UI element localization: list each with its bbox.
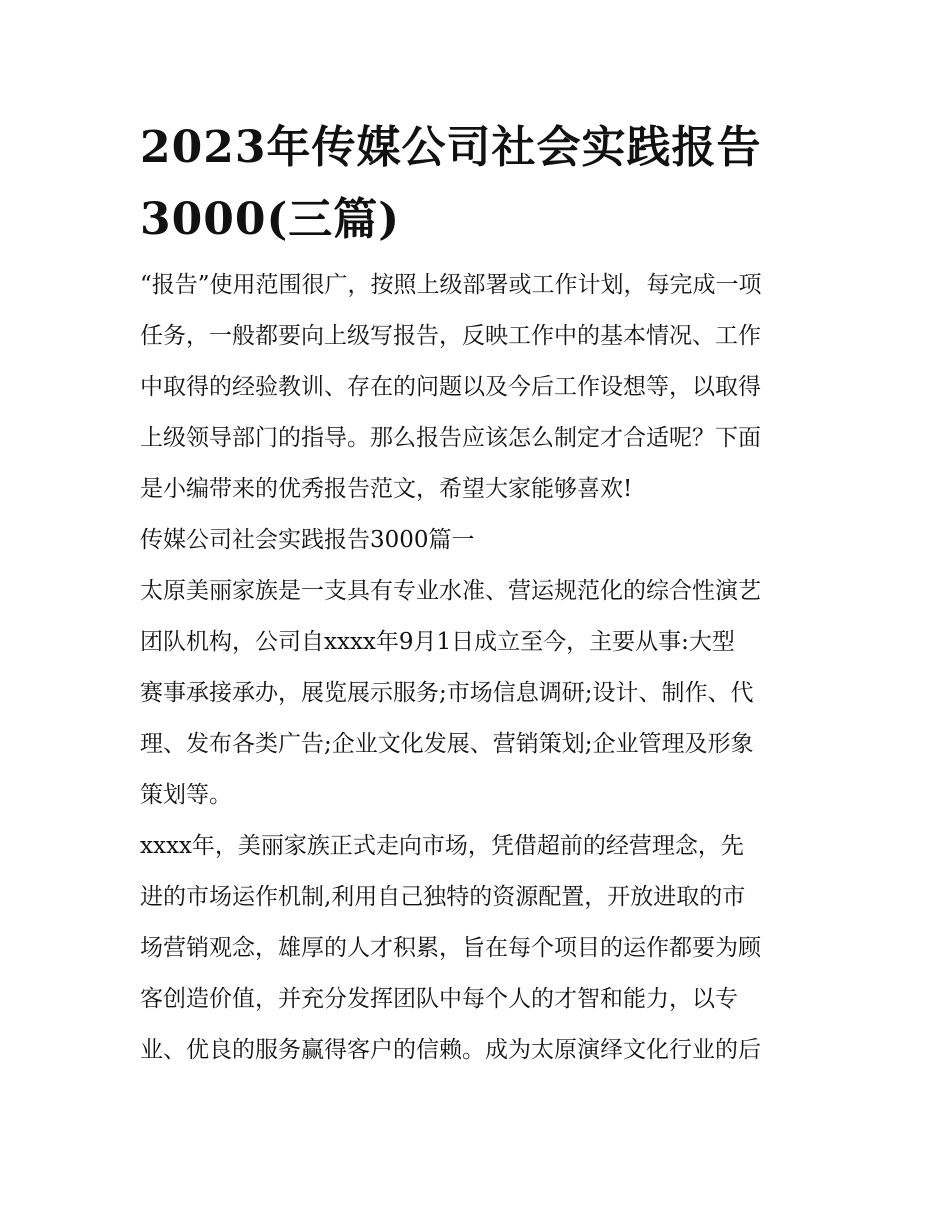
title-line: 3000(三篇) bbox=[140, 194, 401, 245]
document-text bbox=[140, 260, 812, 1076]
paragraph-intro bbox=[140, 260, 812, 515]
text-line: 团队机构，公司自xxxx年9月1日成立至今，主要从事:大型 bbox=[140, 629, 735, 655]
text-line: 传媒公司社会实践报告3000篇一 bbox=[140, 527, 475, 553]
text-line: 上级领导部门的指导。那么报告应该怎么制定才合适呢？下面 bbox=[140, 425, 761, 451]
text-line: 进的市场运作机制,利用自己独特的资源配置，开放进取的市 bbox=[140, 884, 746, 910]
text-line: 任务，一般都要向上级写报告，反映工作中的基本情况、工作 bbox=[140, 323, 761, 349]
text-line: 是小编带来的优秀报告范文，希望大家能够喜欢! bbox=[140, 476, 633, 502]
text-line: 客创造价值，并充分发挥团队中每个人的才智和能力，以专 bbox=[140, 986, 738, 1012]
document-body bbox=[140, 112, 812, 1076]
text-line: 中取得的经验教训、存在的问题以及今后工作设想等，以取得 bbox=[140, 374, 761, 400]
text-line: 太原美丽家族是一支具有专业水准、营运规范化的综合性演艺 bbox=[140, 578, 761, 604]
paragraph-company-intro bbox=[140, 566, 812, 821]
text-line: 赛事承接承办，展览展示服务;市场信息调研;设计、制作、代 bbox=[140, 680, 754, 706]
text-line: 场营销观念，雄厚的人才积累，旨在每个项目的运作都要为顾 bbox=[140, 935, 761, 961]
title-line: 2023年传媒公司社会实践报告 bbox=[140, 122, 762, 173]
text-line: xxxx年，美丽家族正式走向市场，凭借超前的经营理念，先 bbox=[140, 833, 744, 859]
text-line: 策划等。 bbox=[140, 782, 232, 808]
document-title bbox=[140, 112, 812, 256]
text-line: 理、发布各类广告;企业文化发展、营销策划;企业管理及形象 bbox=[140, 731, 754, 757]
text-line: “报告”使用范围很广，按照上级部署或工作计划，每完成一项 bbox=[140, 272, 762, 298]
text-line: 业、优良的服务赢得客户的信赖。成为太原演绎文化行业的后 bbox=[140, 1037, 761, 1063]
section-heading bbox=[140, 515, 812, 566]
paragraph-company-history bbox=[140, 821, 812, 1076]
